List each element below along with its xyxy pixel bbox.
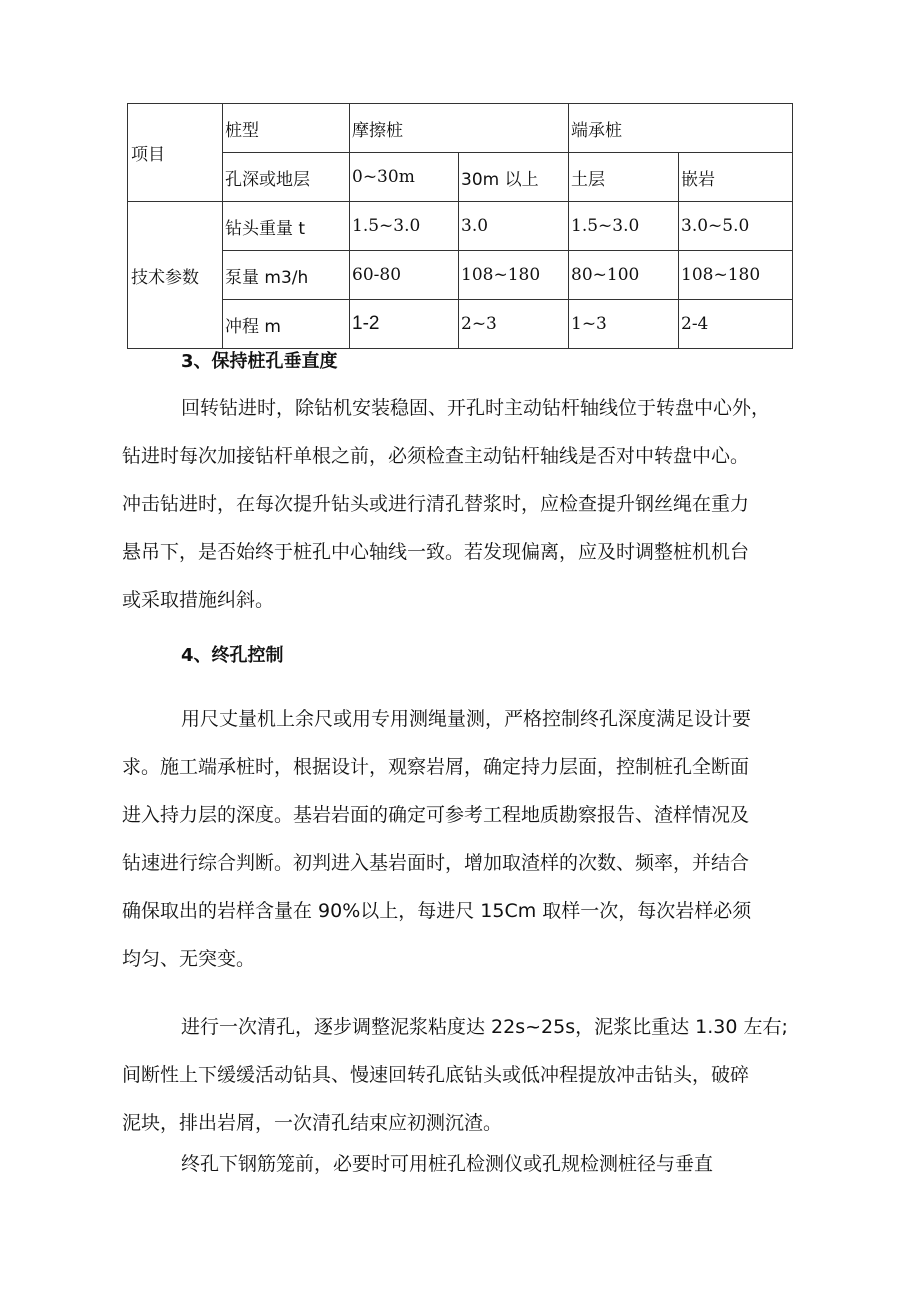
table-cell: 108~180 xyxy=(459,251,569,300)
table-cell: 嵌岩 xyxy=(679,153,793,202)
table-row xyxy=(128,104,793,153)
section-3-paragraph xyxy=(0,384,920,624)
depth-label-cell: 孔深或地层 xyxy=(223,153,350,202)
table-cell: 土层 xyxy=(569,153,679,202)
paragraph-line: 或采取措施纠斜。 xyxy=(122,589,275,611)
end-bearing-pile-header-cell: 端承桩 xyxy=(569,104,793,153)
row-label-cell: 泵量 m3/h xyxy=(223,251,350,300)
table-cell: 108~180 xyxy=(679,251,793,300)
row-label-cell: 钻头重量 t xyxy=(223,202,350,251)
paragraph-line: 求。施工端承桩时，根据设计，观察岩屑，确定持力层面，控制桩孔全断面 xyxy=(122,756,750,778)
section-4-heading: 4、终孔控制 xyxy=(181,645,284,666)
table-cell: 0~30m xyxy=(350,153,459,202)
paragraph-line: 终孔下钢筋笼前，必要时可用桩孔检测仪或孔规检测桩径与垂直 xyxy=(181,1153,714,1175)
table-cell: 30m 以上 xyxy=(459,153,569,202)
section-4-paragraph-2 xyxy=(0,1003,920,1147)
table-cell: 1~3 xyxy=(569,300,679,349)
table-cell: 2-4 xyxy=(679,300,793,349)
section-3-heading: 3、保持桩孔垂直度 xyxy=(181,351,338,372)
paragraph-line: 钻速进行综合判断。初判进入基岩面时，增加取渣样的次数、频率，并结合 xyxy=(122,852,750,874)
table-row xyxy=(128,202,793,251)
table-cell: 80~100 xyxy=(569,251,679,300)
table-cell: 2~3 xyxy=(459,300,569,349)
pile-type-label-cell: 桩型 xyxy=(223,104,350,153)
technical-parameters-group-cell: 技术参数 xyxy=(128,202,223,349)
paragraph-line: 钻进时每次加接钻杆单根之前，必须检查主动钻杆轴线是否对中转盘中心。 xyxy=(122,445,750,467)
table-cell: 3.0~5.0 xyxy=(679,202,793,251)
table-cell: 1.5~3.0 xyxy=(350,202,459,251)
table-cell: 3.0 xyxy=(459,202,569,251)
paragraph-line: 进入持力层的深度。基岩岩面的确定可参考工程地质勘察报告、渣样情况及 xyxy=(122,804,750,826)
table-row xyxy=(128,300,793,349)
paragraph-line: 均匀、无突变。 xyxy=(122,948,256,970)
paragraph-line: 回转钻进时，除钻机安装稳固、开孔时主动钻杆轴线位于转盘中心外， xyxy=(181,397,771,419)
section-4-paragraph-3 xyxy=(0,1140,920,1188)
paragraph-line: 悬吊下，是否始终于桩孔中心轴线一致。若发现偏离，应及时调整桩机机台 xyxy=(122,541,750,563)
section-4-paragraph-1 xyxy=(0,695,920,983)
table-row xyxy=(128,251,793,300)
paragraph-line: 间断性上下缓缓活动钻具、慢速回转孔底钻头或低冲程提放冲击钻头，破碎 xyxy=(122,1064,750,1086)
friction-pile-header-cell: 摩擦桩 xyxy=(350,104,569,153)
table-cell: 60-80 xyxy=(350,251,459,300)
paragraph-line: 冲击钻进时，在每次提升钻头或进行清孔替浆时，应检查提升钢丝绳在重力 xyxy=(122,493,750,515)
table-cell: 1-2 xyxy=(350,300,459,349)
table-cell: 1.5~3.0 xyxy=(569,202,679,251)
paragraph-line: 用尺丈量机上余尺或用专用测绳量测，严格控制终孔深度满足设计要 xyxy=(181,708,752,730)
table-row xyxy=(128,153,793,202)
paragraph-line: 确保取出的岩样含量在 90%以上，每进尺 15Cm 取样一次，每次岩样必须 xyxy=(122,900,752,922)
paragraph-line: 进行一次清孔，逐步调整泥浆粘度达 22s~25s，泥浆比重达 1.30 左右; xyxy=(181,1016,788,1038)
paragraph-line: 泥块，排出岩屑，一次清孔结束应初测沉渣。 xyxy=(122,1112,503,1134)
drilling-parameters-table xyxy=(127,103,793,349)
row-label-cell: 冲程 m xyxy=(223,300,350,349)
item-header-cell: 项目 xyxy=(128,104,223,202)
